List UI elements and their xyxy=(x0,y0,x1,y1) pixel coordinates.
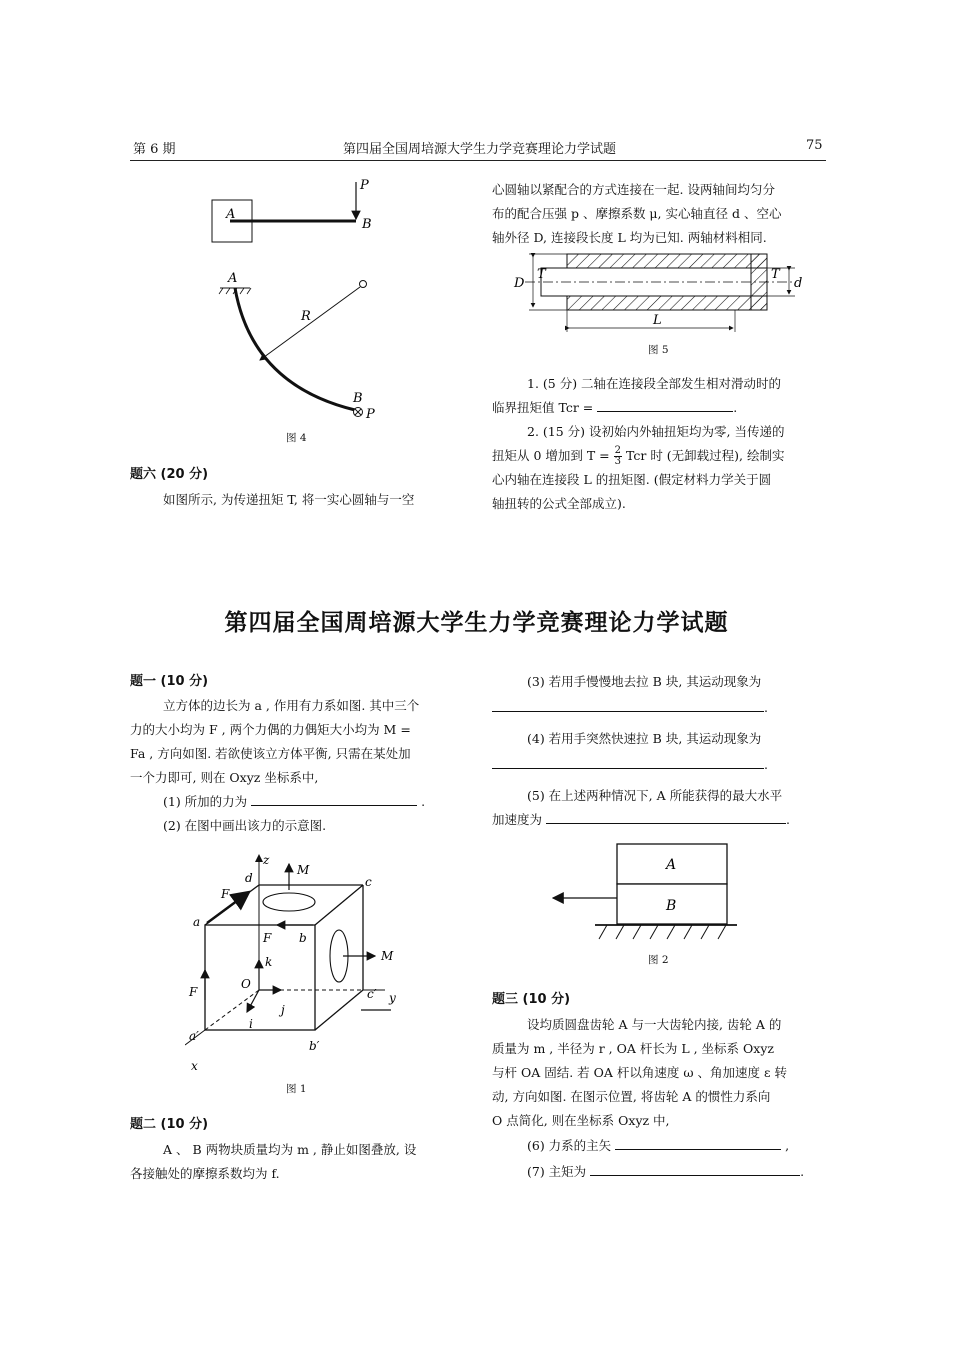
problem-1-q1-text: (1) 所加的力为 xyxy=(163,794,248,809)
problem-3-q7-text: (7) 主矩为 xyxy=(527,1164,587,1179)
fig1-label-M-right: M xyxy=(381,949,394,963)
fig1-label-c: c xyxy=(365,875,372,889)
fig1-label-k: k xyxy=(265,955,273,969)
figure-1-caption: 图 1 xyxy=(286,1083,307,1095)
fig1-label-F-top: F xyxy=(221,887,230,901)
problem-6-q2-line-1: 2. (15 分) 设初始内外轴扭矩均为零, 当传递的 xyxy=(527,424,785,439)
fig4-label-A-arc: A xyxy=(228,271,238,286)
figure-1 xyxy=(185,850,415,1075)
fig2-label-A: A xyxy=(666,857,677,873)
fig1-label-F-mid: F xyxy=(263,931,272,945)
fig1-label-d: d xyxy=(245,871,253,885)
fig1-label-a-prime: a′ xyxy=(189,1029,199,1043)
fig1-label-c-prime: c′ xyxy=(367,987,377,1001)
figure-5-caption: 图 5 xyxy=(648,344,669,356)
fig4-label-B-arc: B xyxy=(353,391,363,406)
answer-blank-max-accel[interactable] xyxy=(546,810,786,824)
answer-blank-tcr[interactable] xyxy=(597,398,733,412)
fig1-label-y: y xyxy=(389,991,396,1005)
problem-3-line-1: 设均质圆盘齿轮 A 与一大齿轮内接, 齿轮 A 的 xyxy=(527,1017,782,1032)
problem-2-line-1: A 、 B 两物块质量均为 m , 静止如图叠放, 设 xyxy=(163,1142,417,1157)
problem-3-line-3: 与杆 OA 固结. 若 OA 杆以角速度 ω 、角加速度 ε 转 xyxy=(492,1065,787,1080)
running-title: 第四届全国周培源大学生力学竞赛理论力学试题 xyxy=(343,142,617,157)
problem-3-q6: (6) 力系的主矢 , xyxy=(527,1138,790,1153)
problem-3-heading: 题三 (10 分) xyxy=(492,992,571,1007)
fig1-label-a: a xyxy=(193,915,201,929)
problem-2-q4-answer: . xyxy=(492,753,768,776)
problem-1-heading: 题一 (10 分) xyxy=(130,674,209,689)
fig1-label-b: b xyxy=(299,931,307,945)
problem-6-line-1: 心圆轴以紧配合的方式连接在一起. 设两轴间均匀分 xyxy=(492,182,775,197)
answer-blank-slow-pull[interactable] xyxy=(492,698,764,712)
fig4-label-P-arc: P xyxy=(366,407,375,422)
problem-6-heading: 题六 (20 分) xyxy=(130,467,209,482)
fig4-label-P-top: P xyxy=(360,178,369,193)
page-number: 75 xyxy=(806,138,823,153)
problem-6-line-2: 布的配合压强 p 、摩擦系数 μ, 实心轴直径 d 、空心 xyxy=(492,206,782,221)
problem-6-q1-line-1: 1. (5 分) 二轴在连接段全部发生相对滑动时的 xyxy=(527,376,782,391)
figure-5 xyxy=(505,248,815,338)
fig5-hollow-bottom xyxy=(567,296,767,310)
fig1-label-j: j xyxy=(281,1003,285,1017)
problem-6-q2-line-3: 心内轴在连接段 L 的扭矩图. (假定材料力学关于圆 xyxy=(492,472,772,487)
problem-6-intro: 如图所示, 为传递扭矩 T, 将一实心圆轴与一空 xyxy=(163,492,415,507)
fig1-label-b-prime: b′ xyxy=(309,1039,320,1053)
fraction-two-thirds xyxy=(614,446,622,467)
problem-6-q1-text: 临界扭矩值 Tcr = xyxy=(492,400,594,415)
main-title: 第四届全国周培源大学生力学竞赛理论力学试题 xyxy=(224,610,729,636)
problem-6-q1-line-2: 临界扭矩值 Tcr = . xyxy=(492,400,738,415)
problem-2-line-2: 各接触处的摩擦系数均为 f. xyxy=(130,1166,280,1181)
fig2-label-B: B xyxy=(666,898,677,914)
fig4-center xyxy=(360,281,367,288)
problem-1-line-3: Fa , 方向如图. 若欲使该立方体平衡, 只需在某处加 xyxy=(130,746,411,761)
fraction-numerator: 2 xyxy=(614,445,622,456)
fig1-label-F-left: F xyxy=(189,985,198,999)
problem-2-q5-text: 加速度为 xyxy=(492,812,543,827)
fig4-label-B-top: B xyxy=(362,217,372,232)
fig4-label-R: R xyxy=(301,309,311,324)
problem-2-q5-line-1: (5) 在上述两种情况下, A 所能获得的最大水平 xyxy=(527,788,783,803)
problem-6-q2-pre: 扭矩从 0 增加到 T = xyxy=(492,448,610,463)
fraction-denominator: 3 xyxy=(614,456,622,467)
fig1-label-z: z xyxy=(263,853,270,867)
issue-label: 第 6 期 xyxy=(133,142,176,157)
figure-4 xyxy=(190,170,410,450)
fig1-label-i: i xyxy=(249,1017,253,1031)
header-rule xyxy=(130,160,826,161)
problem-6-q2-line-4: 轴扭转的公式全部成立). xyxy=(492,496,626,511)
problem-6-q2-line-2 xyxy=(492,444,785,467)
problem-2-heading: 题二 (10 分) xyxy=(130,1117,209,1132)
answer-blank-main-vector[interactable] xyxy=(615,1136,781,1150)
answer-blank-fast-pull[interactable] xyxy=(492,755,764,769)
problem-1-line-2: 力的大小均为 F , 两个力偶的力偶矩大小均为 M = xyxy=(130,722,411,737)
fig4-label-A-top: A xyxy=(226,207,236,222)
fig5-hollow-top xyxy=(567,254,767,268)
fig4-arc xyxy=(235,288,355,410)
answer-blank-main-moment[interactable] xyxy=(590,1162,800,1176)
fig1-label-O: O xyxy=(241,977,251,991)
problem-3-q6-text: (6) 力系的主矢 xyxy=(527,1138,612,1153)
problem-3-line-2: 质量为 m , 半径为 r , OA 杆长为 L , 坐标系 Oxyz xyxy=(492,1041,774,1056)
problem-1-q1: (1) 所加的力为 . xyxy=(163,794,426,809)
problem-1-q2: (2) 在图中画出该力的示意图. xyxy=(163,818,327,833)
fig5-label-T-right: T xyxy=(771,267,780,282)
problem-1-line-4: 一个力即可, 则在 Oxyz 坐标系中, xyxy=(130,770,319,785)
problem-6-line-3: 轴外径 D, 连接段长度 L 均为已知. 两轴材料相同. xyxy=(492,230,767,245)
problem-2-q3: (3) 若用手慢慢地去拉 B 块, 其运动现象为 xyxy=(527,674,762,689)
figure-4-caption: 图 4 xyxy=(286,432,307,444)
problem-3-line-4: 动, 方向如图. 在图示位置, 将齿轮 A 的惯性力系向 xyxy=(492,1089,771,1104)
fig5-label-L: L xyxy=(653,313,662,328)
figure-2-caption: 图 2 xyxy=(648,954,669,966)
answer-blank-force[interactable] xyxy=(251,792,417,806)
fig1-label-x: x xyxy=(191,1059,198,1073)
problem-3-q7: (7) 主矩为 . xyxy=(527,1164,805,1179)
fig5-label-d: d xyxy=(794,276,803,291)
problem-1-line-1: 立方体的边长为 a , 作用有力系如图. 其中三个 xyxy=(163,698,420,713)
fig5-label-D: D xyxy=(514,276,525,291)
figure-2 xyxy=(545,838,750,948)
problem-2-q4: (4) 若用手突然快速拉 B 块, 其运动现象为 xyxy=(527,731,762,746)
problem-2-q5-line-2: 加速度为 . xyxy=(492,812,790,827)
problem-6-q2-post: Tcr 时 (无卸载过程), 绘制实 xyxy=(626,448,785,463)
fig1-label-M-top: M xyxy=(297,863,310,877)
problem-2-q3-answer: . xyxy=(492,696,768,719)
problem-3-line-5: O 点简化, 则在坐标系 Oxyz 中, xyxy=(492,1113,670,1128)
fig5-label-T-left: T xyxy=(537,267,546,282)
